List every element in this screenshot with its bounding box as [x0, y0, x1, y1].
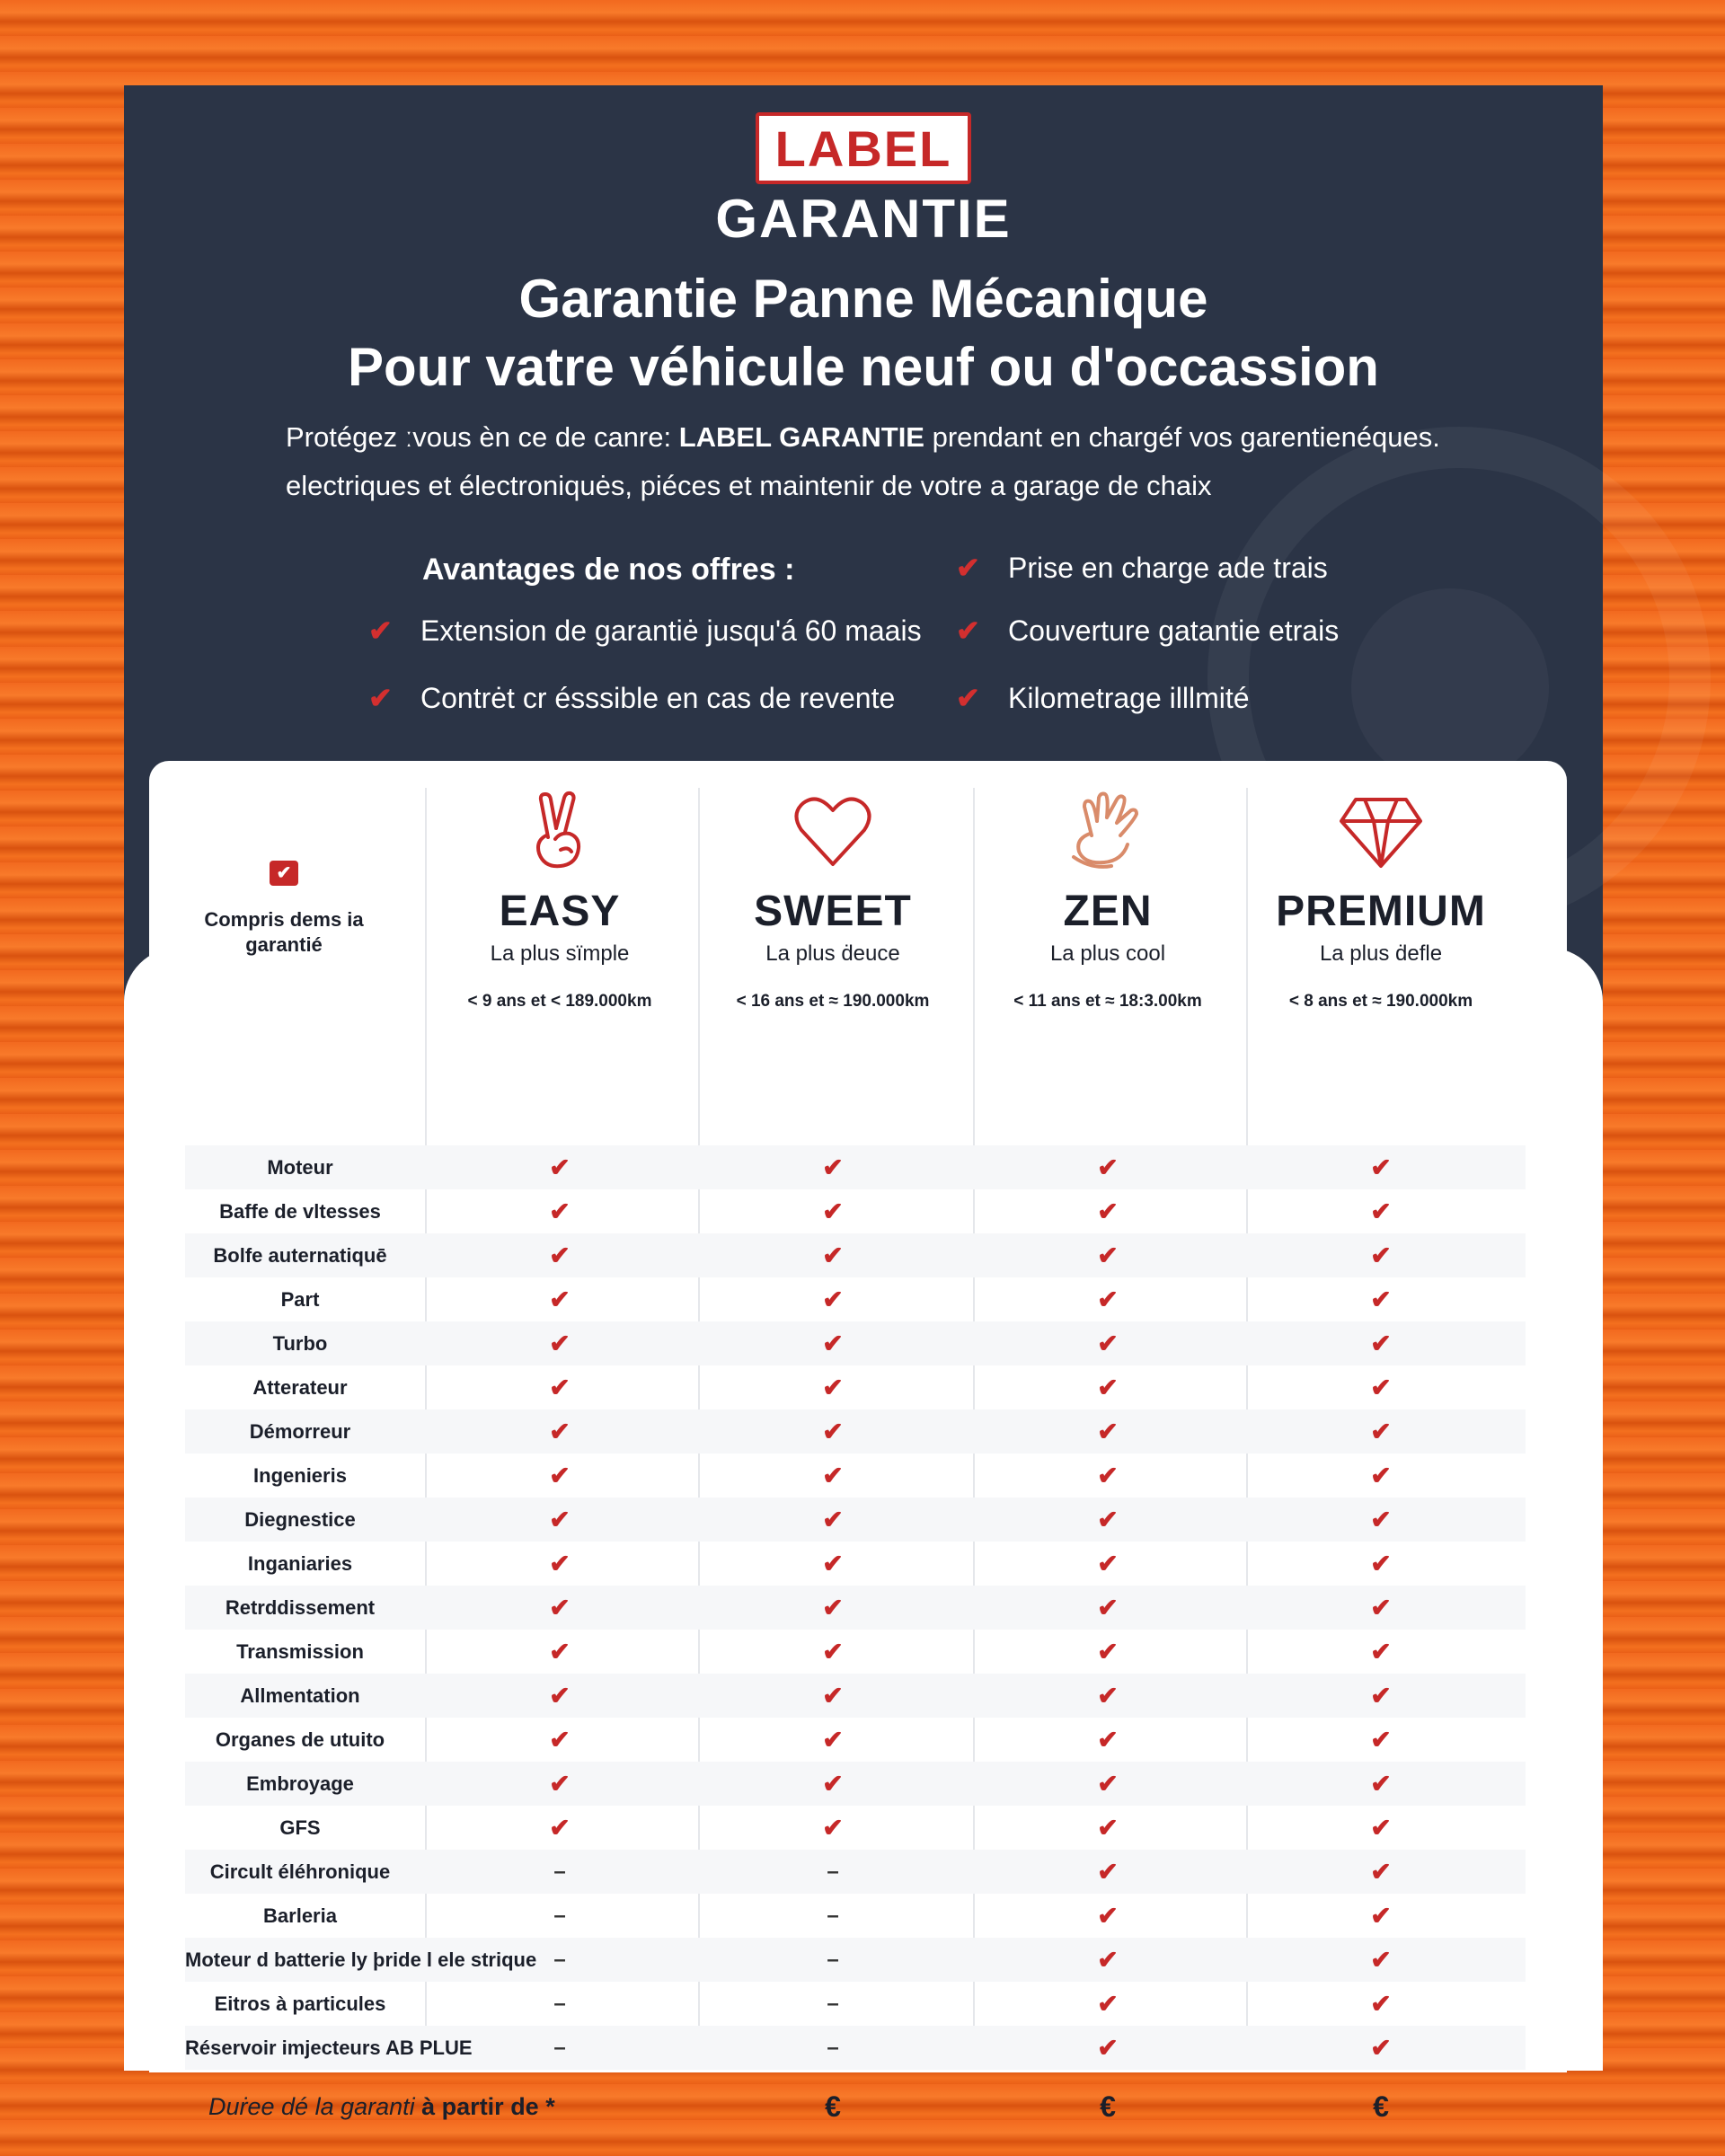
table-row [185, 1498, 1526, 1542]
plan-easy [425, 788, 694, 1012]
footer-row [185, 2080, 1526, 2134]
table-row [185, 1365, 1526, 1409]
table-row [185, 1454, 1526, 1498]
check-icon-sweet: ✔ [822, 1418, 844, 1445]
check-icon-zen: ✔ [1097, 1594, 1119, 1621]
table-row [185, 1938, 1526, 1982]
check-icon-zen: ✔ [1097, 1946, 1119, 1974]
table-row [185, 1982, 1526, 2026]
table-row [185, 1894, 1526, 1938]
check-icon: ✔ [368, 614, 393, 647]
check-icon-zen: ✔ [1097, 1286, 1119, 1313]
row-label: Bolfe auternatiquē [213, 1243, 387, 1267]
check-icon-easy: ✔ [549, 1330, 571, 1357]
check-icon-zen: ✔ [1097, 1153, 1119, 1181]
plan-name: ZEN [1063, 888, 1153, 935]
plan-zen [973, 788, 1243, 1012]
plan-limit: < 16 ans et ≈ 190.000km [736, 992, 930, 1011]
check-icon-zen: ✔ [1097, 1858, 1119, 1886]
check-icon-premium: ✔ [1370, 1726, 1392, 1754]
table-row [185, 1409, 1526, 1454]
table-row [185, 1586, 1526, 1630]
row-label: Retrddissement [225, 1595, 376, 1619]
plan-name: SWEET [754, 888, 912, 935]
check-icon: ✔ [956, 614, 980, 647]
check-icon-zen: ✔ [1097, 1990, 1119, 2018]
check-icon-zen: ✔ [1097, 1197, 1119, 1225]
check-icon-premium: ✔ [1370, 1462, 1392, 1489]
dash-sweet: – [827, 1903, 839, 1928]
intro-part-1: Protégez ːvous èn ce de canre: [286, 421, 679, 453]
advantage-item [368, 614, 922, 648]
logo [124, 112, 1603, 249]
row-label: Diegnestice [244, 1507, 356, 1531]
table-row [185, 1542, 1526, 1586]
check-icon-premium: ✔ [1370, 1946, 1392, 1974]
heart-icon [698, 788, 968, 874]
check-icon-easy: ✔ [549, 1374, 571, 1401]
plan-sweet [698, 788, 968, 1012]
row-label: Atterateur [252, 1375, 348, 1399]
check-icon-sweet: ✔ [822, 1638, 844, 1666]
check-icon-sweet: ✔ [822, 1286, 844, 1313]
check-icon-easy: ✔ [549, 1638, 571, 1666]
check-icon-zen: ✔ [1097, 1550, 1119, 1577]
check-icon-easy: ✔ [549, 1418, 571, 1445]
check-icon-zen: ✔ [1097, 1506, 1119, 1533]
check-icon-zen: ✔ [1097, 1418, 1119, 1445]
intro-part-2: prendant en chargéf vos garentienéques. [924, 421, 1440, 453]
table-row [185, 1277, 1526, 1321]
check-icon-easy: ✔ [549, 1286, 571, 1313]
footer-price-zen: € [1100, 2090, 1116, 2123]
table-row [185, 1806, 1526, 1850]
row-label: Ingenieris [253, 1463, 347, 1487]
check-icon-easy: ✔ [549, 1770, 571, 1798]
check-icon-premium: ✔ [1370, 2034, 1392, 2062]
check-icon-zen: ✔ [1097, 1638, 1119, 1666]
intro-line-2: electriques et électroniquės, piéces et maintenir de votre a garage de chaix [286, 470, 1212, 501]
row-label: Circult éléhronique [209, 1860, 391, 1883]
dash-easy: – [553, 1947, 566, 1972]
check-icon-zen: ✔ [1097, 1374, 1119, 1401]
logo-label: LABEL [756, 112, 972, 184]
included-header [167, 860, 401, 958]
title-line-2: Pour vatre véhicule neuf ou d'occassion [348, 337, 1379, 397]
check-icon-easy: ✔ [549, 1550, 571, 1577]
check-icon-sweet: ✔ [822, 1374, 844, 1401]
footer-price-easy [425, 2080, 694, 2134]
plan-tagline: La plus cool [1049, 941, 1166, 966]
included-label: Compris dems ia garantié [204, 908, 364, 956]
table-row [185, 1762, 1526, 1806]
dash-easy: – [553, 2035, 566, 2060]
checkbox-icon: ✔ [270, 861, 298, 886]
page-title [124, 265, 1603, 402]
plan-limit: < 9 ans et < 189.000km [467, 992, 652, 1011]
check-icon-easy: ✔ [549, 1682, 571, 1710]
check-icon: ✔ [956, 552, 980, 584]
check-icon-easy: ✔ [549, 1197, 571, 1225]
check-icon-premium: ✔ [1370, 1374, 1392, 1401]
row-label: Eitros à particules [214, 1992, 386, 2015]
table-row [185, 1321, 1526, 1365]
check-icon-zen: ✔ [1097, 1770, 1119, 1798]
footer-price-premium: € [1373, 2090, 1389, 2123]
check-icon-easy: ✔ [549, 1153, 571, 1181]
check-icon-premium: ✔ [1370, 1814, 1392, 1842]
advantage-item [368, 681, 895, 715]
check-icon-easy: ✔ [549, 1241, 571, 1269]
check-icon-premium: ✔ [1370, 1594, 1392, 1621]
check-icon-premium: ✔ [1370, 1286, 1392, 1313]
check-icon-premium: ✔ [1370, 1770, 1392, 1798]
plan-limit: < 11 ans et ≈ 18:3.00km [1013, 992, 1202, 1011]
check-icon-premium: ✔ [1370, 1990, 1392, 2018]
table-row [185, 1189, 1526, 1233]
check-icon-premium: ✔ [1370, 1682, 1392, 1710]
check-icon-premium: ✔ [1370, 1418, 1392, 1445]
check-icon-sweet: ✔ [822, 1153, 844, 1181]
check-icon-sweet: ✔ [822, 1682, 844, 1710]
check-icon: ✔ [956, 682, 980, 714]
title-line-1: Garantie Panne Mécanique [518, 269, 1208, 329]
row-label: Transmission [236, 1639, 364, 1663]
row-label: Démorreur [249, 1419, 351, 1443]
dash-sweet: – [827, 2035, 839, 2060]
check-icon-sweet: ✔ [822, 1770, 844, 1798]
check-icon-sweet: ✔ [822, 1594, 844, 1621]
check-icon-premium: ✔ [1370, 1638, 1392, 1666]
plan-premium [1246, 788, 1516, 1012]
table-row [185, 1674, 1526, 1718]
row-label: Inganiaries [247, 1551, 353, 1575]
check-icon-easy: ✔ [549, 1726, 571, 1754]
check-icon-zen: ✔ [1097, 1330, 1119, 1357]
check-icon-sweet: ✔ [822, 1506, 844, 1533]
check-icon-sweet: ✔ [822, 1462, 844, 1489]
check-icon-zen: ✔ [1097, 1814, 1119, 1842]
footer-price-sweet: € [825, 2090, 841, 2123]
check-icon-premium: ✔ [1370, 1153, 1392, 1181]
row-label: Réservoir imjecteurs AB PLUE [185, 2036, 473, 2059]
check-icon-premium: ✔ [1370, 1197, 1392, 1225]
intro-text [286, 413, 1481, 510]
dash-easy: – [553, 1991, 566, 2016]
intro-brand: LABEL GARANTIE [678, 421, 924, 453]
warranty-card [124, 85, 1603, 2123]
table-row [185, 1630, 1526, 1674]
check-icon-premium: ✔ [1370, 1241, 1392, 1269]
check-icon-sweet: ✔ [822, 1241, 844, 1269]
logo-garantie: GARANTIE [715, 189, 1012, 249]
table-row [185, 1145, 1526, 1189]
check-icon-premium: ✔ [1370, 1330, 1392, 1357]
check-icon-easy: ✔ [549, 1594, 571, 1621]
advantage-item [956, 551, 1328, 585]
advantage-text: Couverture gatantie etrais [1008, 614, 1340, 647]
advantage-text: Contrėt cr ésssible en cas de revente [420, 681, 896, 714]
check-icon-sweet: ✔ [822, 1197, 844, 1225]
dash-sweet: – [827, 1947, 839, 1972]
row-label: Part [280, 1287, 320, 1311]
comparison-table [149, 761, 1567, 2123]
plan-name: EASY [499, 888, 621, 935]
check-icon-zen: ✔ [1097, 1682, 1119, 1710]
dash-easy: – [553, 1859, 566, 1884]
plan-tagline: La plus ḋefle [1319, 941, 1443, 966]
row-label: Allmentation [240, 1683, 360, 1707]
check-icon-sweet: ✔ [822, 1726, 844, 1754]
table-row [185, 1718, 1526, 1762]
row-label: Moteur [267, 1155, 333, 1179]
check-icon-zen: ✔ [1097, 1241, 1119, 1269]
check-icon-easy: ✔ [549, 1462, 571, 1489]
plan-limit: < 8 ans et ≈ 190.000km [1288, 992, 1473, 1011]
dash-sweet: – [827, 1859, 839, 1884]
advantage-text: Kilometrage illlmité [1008, 681, 1250, 714]
row-label: GFS [279, 1816, 321, 1839]
check-icon-easy: ✔ [549, 1506, 571, 1533]
table-row [185, 1233, 1526, 1277]
check-icon-sweet: ✔ [822, 1330, 844, 1357]
row-label: Barleria [263, 1904, 337, 1927]
footer-label-italic: Duṙee dé la garanti [208, 2092, 422, 2120]
row-label: Organes de utuito [215, 1727, 385, 1751]
dash-easy: – [553, 1903, 566, 1928]
check-icon-sweet: ✔ [822, 1550, 844, 1577]
decoration-circle [1351, 588, 1549, 786]
plan-name: PREMIUM [1276, 888, 1486, 935]
row-label: Baffe de vltesses [219, 1199, 381, 1223]
advantage-item [956, 614, 1339, 648]
plan-tagline: La plus ḋeuce [765, 941, 900, 966]
check-icon-easy: ✔ [549, 1814, 571, 1842]
advantage-item [956, 681, 1250, 715]
advantage-text: Prise en charge ade trais [1008, 551, 1328, 584]
plan-tagline: La plus sïmple [490, 941, 630, 966]
zen-hand-icon [973, 788, 1243, 874]
check-icon-premium: ✔ [1370, 1858, 1392, 1886]
advantages-title: Avantages de nos offres : [422, 552, 795, 587]
check-icon-zen: ✔ [1097, 1462, 1119, 1489]
row-label: Moteur d batterie ly þride l ele strique [185, 1948, 537, 1971]
check-icon-zen: ✔ [1097, 2034, 1119, 2062]
advantage-text: Extension de garantiė jusqu'á 60 maais [420, 614, 922, 647]
check-icon-sweet: ✔ [822, 1814, 844, 1842]
table-row [185, 2026, 1526, 2070]
check-icon-zen: ✔ [1097, 1902, 1119, 1930]
check-icon-premium: ✔ [1370, 1550, 1392, 1577]
check-icon: ✔ [368, 682, 393, 714]
check-icon-zen: ✔ [1097, 1726, 1119, 1754]
diamond-icon [1246, 788, 1516, 874]
dash-sweet: – [827, 1991, 839, 2016]
peace-hand-icon [425, 788, 694, 874]
row-label: Embroyage [246, 1772, 354, 1795]
table-row [185, 1850, 1526, 1894]
check-icon-premium: ✔ [1370, 1902, 1392, 1930]
check-icon-premium: ✔ [1370, 1506, 1392, 1533]
row-label: Turbo [272, 1331, 328, 1355]
footer-label-bold: à partir de * [421, 2092, 555, 2120]
